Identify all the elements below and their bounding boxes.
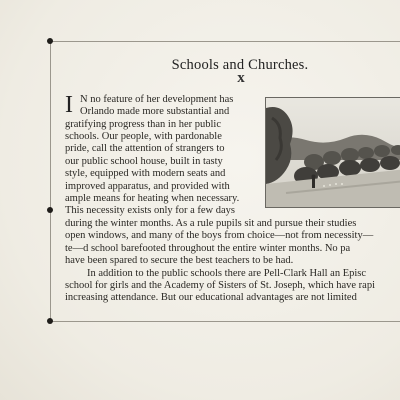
paragraph-1-line: our public school house, built in tasty: [65, 156, 223, 167]
corner-ornament-top: [47, 38, 53, 44]
bottom-border-rule: [50, 321, 400, 322]
paragraph-1-line: schools. Our people, with pardonable: [65, 131, 222, 142]
paragraph-2-line: increasing attendance. But our educational advantages are not limited: [65, 292, 357, 303]
paragraph-1-line: open windows, and many of the boys from choice—not from necessity—: [65, 230, 374, 241]
paragraph-1-line: pride, call the attention of strangers to: [65, 143, 225, 154]
orange-grove-photo: [265, 97, 400, 208]
drop-cap-letter: I: [65, 92, 73, 118]
paragraph-1-line: style, equipped with modern seats and: [65, 168, 226, 179]
binding-hole-dot: [47, 207, 53, 213]
paragraph-1-line: ample means for heating when necessary.: [65, 193, 240, 204]
paragraph-1-line: have been spared to secure the best teachers to be had.: [65, 255, 294, 266]
paragraph-1-line: gratifying progress than in her public: [65, 119, 222, 130]
paragraph-1-line: This necessity exists only for a few days: [65, 205, 236, 216]
paragraph-2-line: school for girls and the Academy of Sisters of St. Joseph, which have rapi: [65, 280, 375, 291]
paragraph-2-line: In addition to the public schools there are Pell-Clark Hall an Episc: [87, 268, 367, 279]
title-ornament: x: [237, 70, 245, 86]
page-title: Schools and Churches.: [171, 57, 309, 73]
corner-ornament-bottom: [47, 318, 53, 324]
paragraph-1-line: Orlando made more substantial and: [80, 106, 230, 117]
left-border-rule: [50, 40, 51, 322]
paragraph-1-line: improved apparatus, and provided with: [65, 181, 230, 192]
top-border-rule: [50, 41, 400, 42]
paragraph-1-line: during the winter months. As a rule pupils sit and pursue their studies: [65, 218, 357, 229]
paragraph-1-line: N no feature of her development has: [80, 94, 234, 105]
paragraph-1-line: te—d school barefooted throughout the entire winter months. No pa: [65, 243, 351, 254]
